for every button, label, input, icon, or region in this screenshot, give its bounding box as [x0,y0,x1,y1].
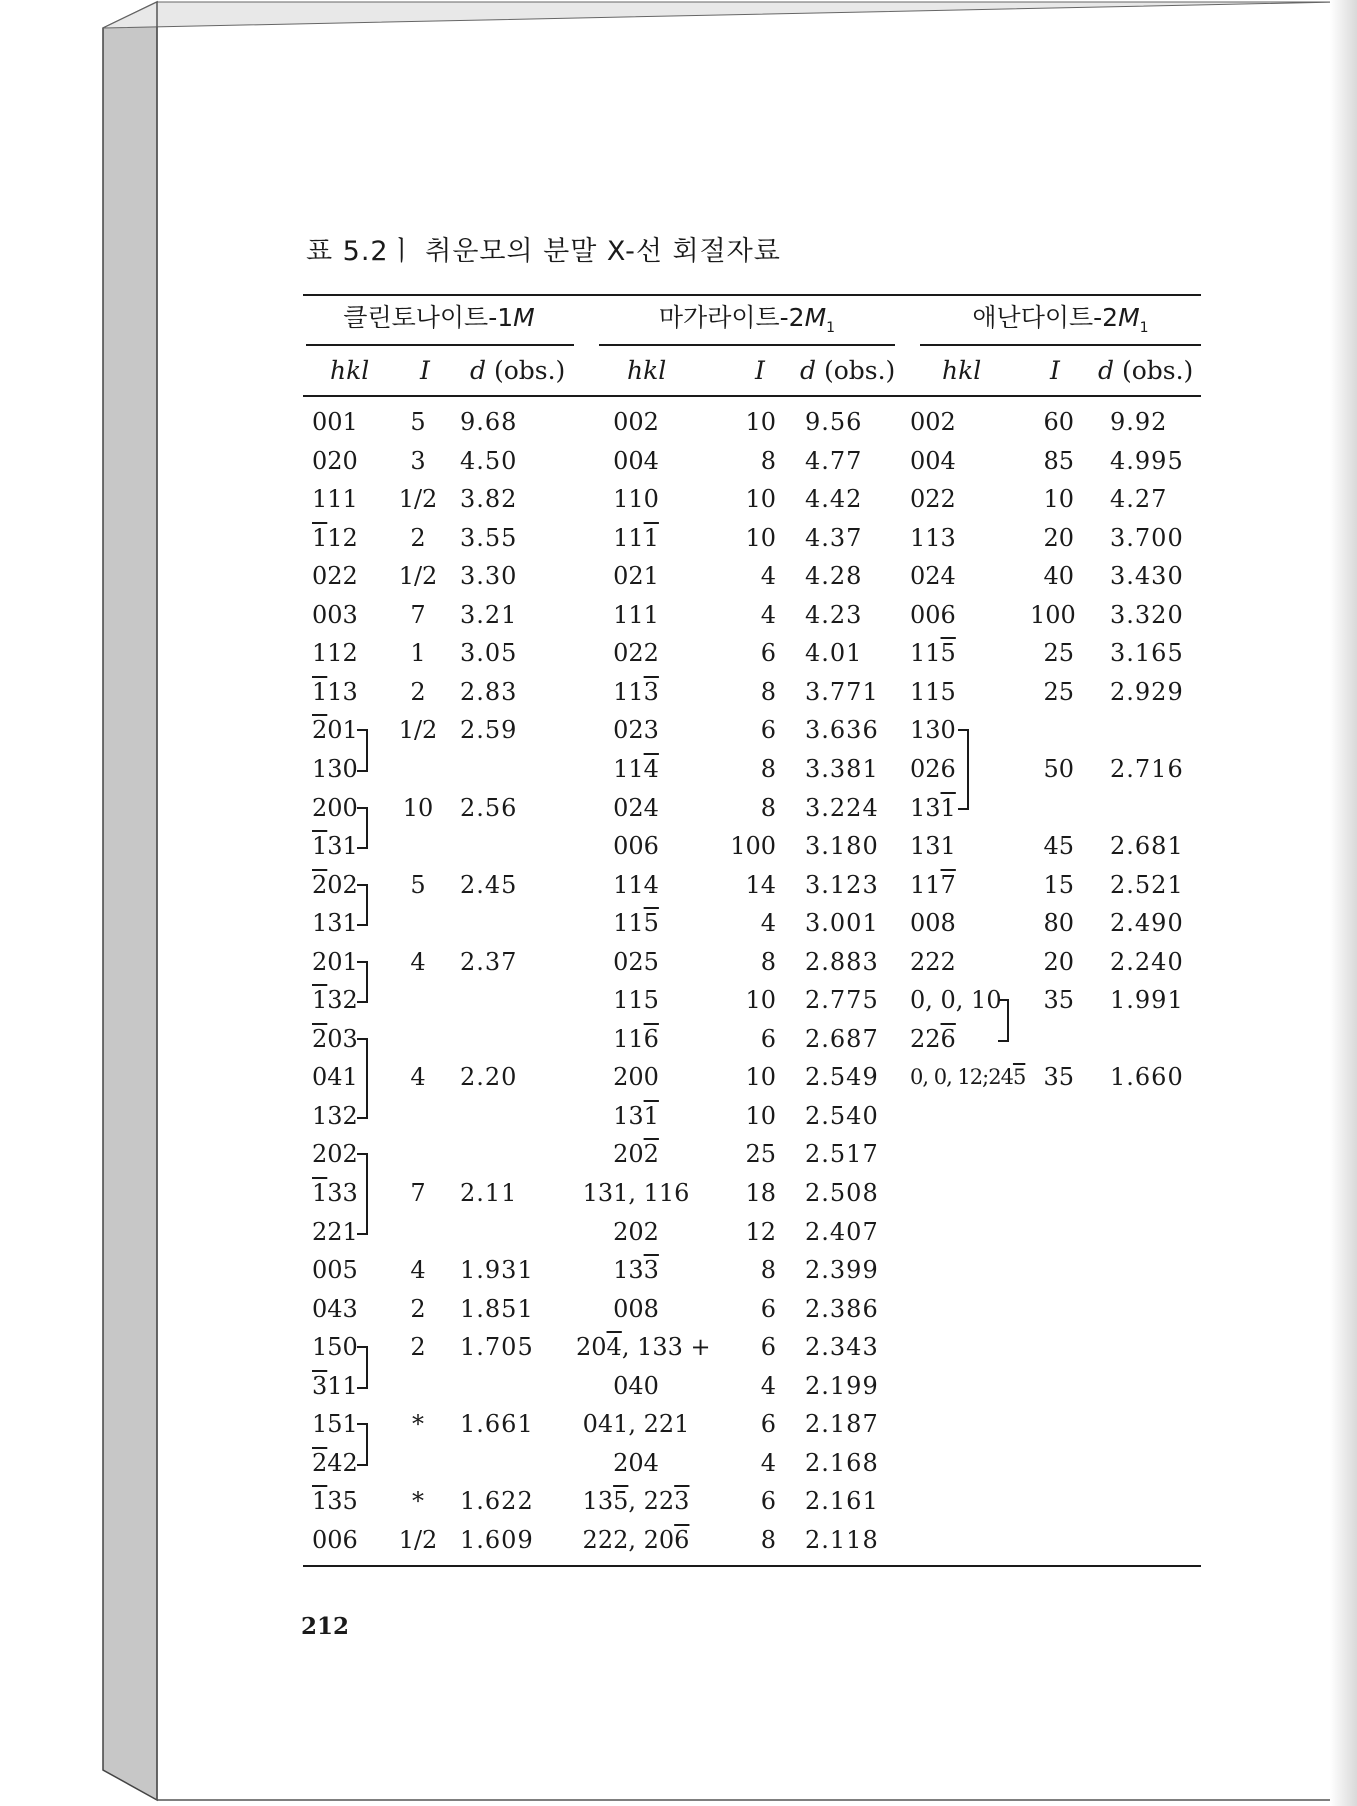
clintonite-intensity: 2 [410,1294,426,1323]
page-shadow [1330,0,1357,1806]
row-group-bracket [958,729,969,810]
group-underline-margarite [599,344,895,346]
margarite-intensity: 8 [760,1525,776,1554]
margarite-d-obs: 4.01 [805,639,863,668]
clintonite-intensity: 2 [410,523,426,552]
anandite-intensity: 15 [1043,870,1074,899]
clintonite-hkl: 003 [312,600,358,629]
margarite-hkl: 021 [613,562,659,591]
margarite-d-obs: 2.508 [805,1179,879,1207]
margarite-hkl: 040 [613,1371,659,1400]
row-group-bracket [998,999,1009,1042]
clintonite-d-obs: 3.30 [460,562,518,591]
margarite-d-obs: 2.168 [805,1448,879,1477]
clintonite-d-obs: 2.37 [460,947,518,976]
row-group-bracket [357,1346,368,1389]
clintonite-hkl: 001 [312,408,358,436]
margarite-intensity: 6 [760,1294,776,1323]
anandite-intensity: 85 [1043,446,1074,475]
anandite-d-obs: 2.490 [1110,909,1184,938]
clintonite-intensity: 10 [402,793,434,822]
margarite-hkl: 008 [613,1294,659,1323]
anandite-d-obs: 3.700 [1110,523,1184,552]
margarite-d-obs: 3.771 [805,677,879,706]
anandite-d-obs: 2.240 [1110,947,1184,976]
col-header-intensity: I [755,356,765,385]
margarite-d-obs: 2.199 [805,1371,879,1400]
margarite-hkl: 023 [613,716,659,745]
anandite-hkl: 130 [910,716,956,745]
margarite-intensity: 6 [760,639,776,668]
margarite-d-obs: 2.407 [805,1217,879,1246]
margarite-d-obs: 4.23 [805,600,863,629]
margarite-hkl: 131, 116 [582,1179,690,1207]
margarite-intensity: 25 [745,1140,776,1169]
clintonite-d-obs: 3.21 [460,600,518,629]
clintonite-d-obs: 9.68 [460,408,518,436]
clintonite-hkl: 132 [312,1101,358,1130]
margarite-hkl: 204 [613,1448,659,1477]
anandite-hkl: 0, 0, 12;245 [910,1065,1026,1090]
clintonite-d-obs: 3.82 [460,485,518,514]
clintonite-hkl: 242 [312,1448,358,1477]
margarite-intensity: 4 [760,600,776,629]
clintonite-d-obs: 3.55 [460,523,518,552]
margarite-intensity: 6 [760,1410,776,1439]
margarite-intensity: 8 [760,1256,776,1285]
anandite-d-obs: 3.165 [1110,639,1184,668]
margarite-hkl: 202 [613,1140,659,1169]
clintonite-hkl: 112 [312,523,358,552]
margarite-hkl: 114 [613,870,659,899]
col-header-intensity: I [1050,356,1060,385]
margarite-intensity: 8 [760,677,776,706]
margarite-intensity: 8 [760,754,776,783]
clintonite-intensity: * [412,1410,424,1439]
anandite-d-obs: 3.320 [1110,600,1184,629]
clintonite-hkl: 112 [312,639,358,668]
margarite-d-obs: 3.224 [805,793,879,822]
group-underline-clintonite [306,344,574,346]
group-header-margarite: 마가라이트$-2M_1$ [658,303,836,336]
margarite-d-obs: 3.381 [805,754,879,783]
margarite-d-obs: 4.28 [805,562,863,591]
clintonite-intensity: 1/2 [398,562,438,591]
margarite-hkl: 110 [613,485,659,514]
margarite-intensity: 14 [745,870,776,899]
col-header-hkl: hkl [330,356,370,385]
anandite-d-obs: 3.430 [1110,562,1184,591]
margarite-d-obs: 2.386 [805,1294,879,1323]
margarite-intensity: 10 [745,523,776,552]
anandite-hkl: 0, 0, 10 [910,986,1002,1015]
margarite-d-obs: 3.123 [805,870,879,899]
margarite-d-obs: 3.636 [805,716,879,745]
group-header-anandite: 애난다이트$-2M_1$ [972,303,1149,336]
margarite-d-obs: 2.161 [805,1487,879,1516]
margarite-d-obs: 3.180 [805,832,879,861]
anandite-intensity: 20 [1043,523,1074,552]
margarite-hkl: 025 [613,947,659,976]
anandite-hkl: 026 [910,754,956,783]
clintonite-hkl: 132 [312,986,358,1015]
margarite-d-obs: 2.187 [805,1410,879,1439]
margarite-intensity: 10 [745,986,776,1015]
clintonite-d-obs: 1.931 [460,1256,534,1285]
clintonite-d-obs: 2.56 [460,793,518,822]
anandite-hkl: 115 [910,677,956,706]
clintonite-d-obs: 4.50 [460,446,518,475]
margarite-d-obs: 2.399 [805,1256,879,1285]
margarite-hkl: 115 [613,909,659,938]
clintonite-hkl: 202 [312,1140,358,1169]
margarite-d-obs: 2.517 [805,1140,879,1169]
margarite-d-obs: 2.540 [805,1101,879,1130]
margarite-intensity: 10 [745,485,776,514]
margarite-d-obs: 2.118 [805,1525,879,1554]
clintonite-intensity: 2 [410,1333,426,1362]
anandite-d-obs: 1.991 [1110,986,1184,1015]
clintonite-intensity: 1 [410,639,426,668]
group-underline-anandite [920,344,1201,346]
clintonite-d-obs: 3.05 [460,639,518,668]
margarite-hkl: 022 [613,639,659,668]
anandite-hkl: 117 [910,870,956,899]
margarite-hkl: 002 [613,408,659,436]
margarite-hkl: 202 [613,1217,659,1246]
margarite-intensity: 4 [760,1448,776,1477]
margarite-intensity: 6 [760,1024,776,1053]
clintonite-hkl: 203 [312,1024,358,1053]
margarite-intensity: 8 [760,793,776,822]
margarite-intensity: 18 [745,1179,776,1207]
margarite-hkl: 131 [613,1101,659,1130]
row-group-bracket [357,884,368,927]
margarite-hkl: 024 [613,793,659,822]
clintonite-intensity: 3 [410,446,426,475]
anandite-d-obs: 4.995 [1110,446,1184,475]
margarite-d-obs: 4.77 [805,446,863,475]
row-group-bracket [357,1153,368,1234]
margarite-intensity: 4 [760,562,776,591]
margarite-intensity: 8 [760,947,776,976]
anandite-intensity: 35 [1043,1063,1074,1092]
clintonite-d-obs: 2.83 [460,677,518,706]
margarite-hkl: 135, 223 [582,1487,690,1516]
row-group-bracket [357,807,368,850]
clintonite-hkl: 111 [312,485,358,514]
clintonite-d-obs: 2.20 [460,1063,518,1092]
anandite-hkl: 131 [910,832,956,861]
header-rule [303,395,1201,397]
clintonite-hkl: 135 [312,1487,358,1516]
margarite-hkl: 006 [613,832,659,861]
anandite-hkl: 113 [910,523,956,552]
anandite-hkl: 024 [910,562,956,591]
anandite-intensity: 10 [1043,485,1074,514]
clintonite-intensity: 4 [410,1063,426,1092]
clintonite-hkl: 130 [312,754,358,783]
margarite-hkl: 111 [613,600,659,629]
margarite-hkl: 041, 221 [582,1410,690,1439]
margarite-hkl: 133 [613,1256,659,1285]
clintonite-d-obs: 2.45 [460,870,518,899]
margarite-hkl: 115 [613,986,659,1015]
clintonite-d-obs: 1.609 [460,1525,534,1554]
col-header-d-obs: d (obs.) [800,356,896,385]
clintonite-hkl: 043 [312,1294,358,1323]
clintonite-intensity: * [412,1487,424,1516]
clintonite-intensity: 5 [410,408,426,436]
anandite-intensity: 25 [1043,677,1074,706]
clintonite-d-obs: 2.59 [460,716,518,745]
margarite-d-obs: 2.775 [805,986,879,1015]
clintonite-hkl: 113 [312,677,358,706]
margarite-intensity: 10 [745,1101,776,1130]
page-number: 212 [301,1613,350,1640]
clintonite-hkl: 020 [312,446,358,475]
anandite-d-obs: 1.660 [1110,1063,1184,1092]
row-group-bracket [357,1423,368,1466]
anandite-intensity: 35 [1043,986,1074,1015]
clintonite-hkl: 131 [312,832,358,861]
group-header-clintonite: 클린토나이트-1M [343,303,535,332]
clintonite-intensity: 2 [410,677,426,706]
col-header-hkl: hkl [627,356,667,385]
clintonite-d-obs: 1.661 [460,1410,534,1439]
margarite-d-obs: 4.42 [805,485,863,514]
anandite-d-obs: 9.92 [1110,408,1168,436]
clintonite-hkl: 005 [312,1256,358,1285]
clintonite-intensity: 4 [410,947,426,976]
anandite-hkl: 008 [910,909,956,938]
clintonite-hkl: 022 [312,562,358,591]
anandite-hkl: 006 [910,600,956,629]
col-header-hkl: hkl [942,356,982,385]
margarite-hkl: 004 [613,446,659,475]
anandite-intensity: 45 [1043,832,1074,861]
col-header-d-obs: d (obs.) [470,356,566,385]
anandite-hkl: 022 [910,485,956,514]
margarite-intensity: 6 [760,1487,776,1516]
margarite-hkl: 114 [613,754,659,783]
margarite-d-obs: 9.56 [805,408,863,436]
anandite-d-obs: 2.716 [1110,754,1184,783]
anandite-hkl: 115 [910,639,956,668]
anandite-intensity: 60 [1043,408,1074,436]
clintonite-hkl: 201 [312,947,358,976]
anandite-hkl: 004 [910,446,956,475]
clintonite-d-obs: 1.705 [460,1333,534,1362]
anandite-d-obs: 2.929 [1110,677,1184,706]
clintonite-intensity: 5 [410,870,426,899]
margarite-intensity: 6 [760,716,776,745]
margarite-hkl: 200 [613,1063,659,1092]
anandite-intensity: 25 [1043,639,1074,668]
margarite-intensity: 8 [760,446,776,475]
margarite-intensity: 10 [745,1063,776,1092]
clintonite-hkl: 221 [312,1217,358,1246]
clintonite-hkl: 200 [312,793,358,822]
clintonite-hkl: 006 [312,1525,358,1554]
clintonite-d-obs: 1.851 [460,1294,534,1323]
table-title: 표 5.2ㅣ 취운모의 분말 X-선 회절자료 [306,236,781,267]
margarite-hkl: 111 [613,523,659,552]
anandite-d-obs: 2.521 [1110,870,1184,899]
clintonite-intensity: 1/2 [398,716,438,745]
anandite-hkl: 222 [910,947,956,976]
anandite-hkl: 226 [910,1024,956,1053]
margarite-hkl: 113 [613,677,659,706]
margarite-d-obs: 4.37 [805,523,863,552]
clintonite-d-obs: 2.11 [460,1179,518,1207]
row-group-bracket [357,1038,368,1119]
anandite-intensity: 80 [1043,909,1074,938]
clintonite-intensity: 7 [410,1179,426,1207]
margarite-intensity: 10 [745,408,776,436]
clintonite-intensity: 1/2 [398,1525,438,1554]
clintonite-hkl: 151 [312,1410,358,1439]
margarite-hkl: 204, 133 + [576,1333,711,1362]
clintonite-intensity: 7 [410,600,426,629]
margarite-hkl: 222, 206 [582,1525,690,1554]
anandite-hkl: 131 [910,793,956,822]
clintonite-hkl: 311 [312,1371,358,1400]
anandite-d-obs: 2.681 [1110,832,1184,861]
clintonite-hkl: 133 [312,1179,358,1207]
margarite-intensity: 12 [745,1217,776,1246]
margarite-intensity: 100 [730,832,776,861]
row-group-bracket [357,729,368,772]
margarite-d-obs: 2.687 [805,1024,879,1053]
margarite-d-obs: 2.343 [805,1333,879,1362]
top-rule [303,294,1201,296]
anandite-intensity: 20 [1043,947,1074,976]
margarite-d-obs: 3.001 [805,909,879,938]
clintonite-d-obs: 1.622 [460,1487,534,1516]
margarite-d-obs: 2.883 [805,947,879,976]
bottom-rule [303,1565,1201,1567]
row-group-bracket [357,961,368,1004]
clintonite-hkl: 041 [312,1063,358,1092]
clintonite-hkl: 201 [312,716,358,745]
clintonite-hkl: 131 [312,909,358,938]
col-header-d-obs: d (obs.) [1098,356,1194,385]
clintonite-hkl: 202 [312,870,358,899]
anandite-intensity: 100 [1030,600,1076,629]
margarite-d-obs: 2.549 [805,1063,879,1092]
margarite-intensity: 4 [760,909,776,938]
anandite-hkl: 002 [910,408,956,436]
clintonite-intensity: 4 [410,1256,426,1285]
margarite-intensity: 4 [760,1371,776,1400]
anandite-intensity: 50 [1043,754,1074,783]
anandite-d-obs: 4.27 [1110,485,1168,514]
margarite-intensity: 6 [760,1333,776,1362]
col-header-intensity: I [420,356,430,385]
clintonite-intensity: 1/2 [398,485,438,514]
anandite-intensity: 40 [1043,562,1074,591]
margarite-hkl: 116 [613,1024,659,1053]
clintonite-hkl: 150 [312,1333,358,1362]
